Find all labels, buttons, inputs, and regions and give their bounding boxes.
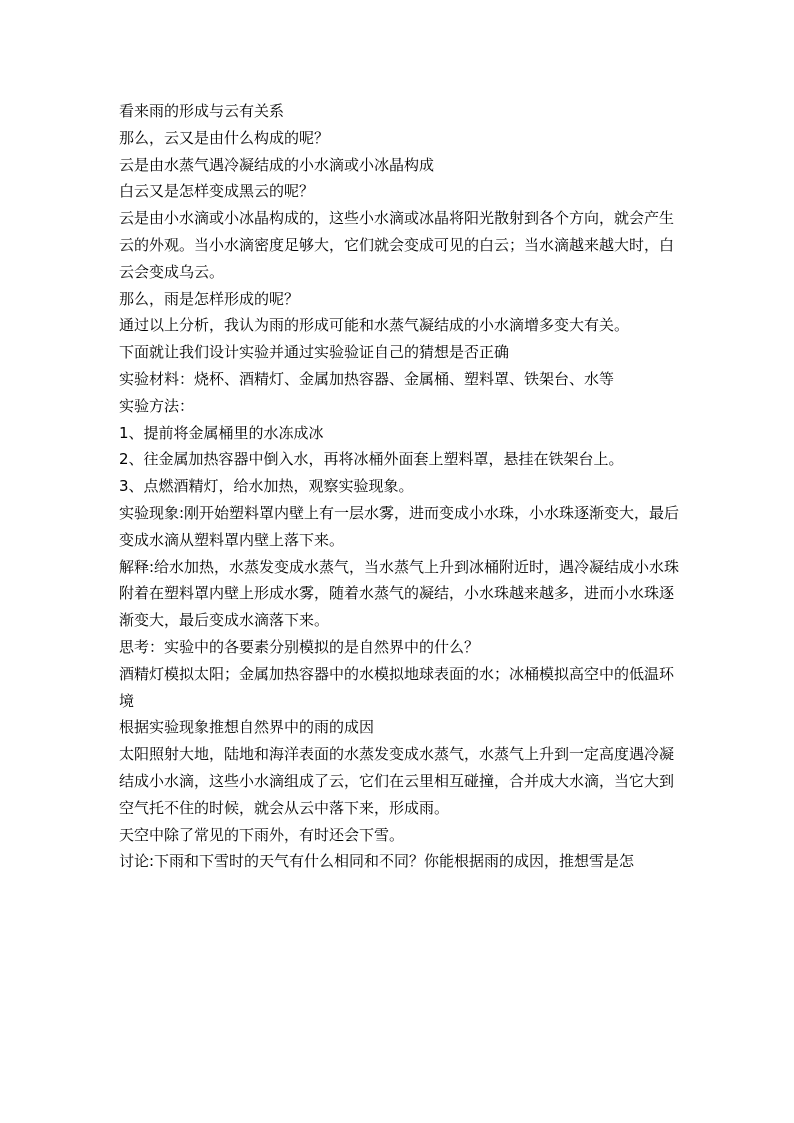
paragraph-simulation-mapping: 酒精灯模拟太阳；金属加热容器中的水模拟地球表面的水；冰桶模拟高空中的低温环境 xyxy=(119,664,675,710)
paragraph-cloud-composition-answer: 云是由水蒸气遇冷凝结成的小水滴或小冰晶构成 xyxy=(119,155,435,174)
paragraph-thinking-question: 思考：实验中的各要素分别模拟的是自然界中的什么？ xyxy=(119,637,480,656)
paragraph-experiment-method-heading: 实验方法： xyxy=(119,396,195,415)
paragraph-discussion: 讨论:下雨和下雪时的天气有什么相同和不同？你能根据雨的成因，推想雪是怎 xyxy=(119,852,635,871)
paragraph-natural-rain-cause: 太阳照射大地，陆地和海洋表面的水蒸发变成水蒸气，水蒸气上升到一定高度遇冷凝结成小水滴，这些小水滴组成了云，它们在云里相互碰撞，合并成大水滴，当它大到空气托不住的时候，就会从云中落下来，形成雨。 xyxy=(119,745,675,817)
document-body xyxy=(119,98,685,875)
paragraph-method-step-2: 2、往金属加热容器中倒入水，再将冰桶外面套上塑料罩，悬挂在铁架台上。 xyxy=(119,450,624,469)
paragraph-experiment-materials: 实验材料：烧杯、酒精灯、金属加热容器、金属桶、塑料罩、铁架台、水等 xyxy=(119,369,615,388)
paragraph-white-to-dark-cloud-question: 白云又是怎样变成黑云的呢？ xyxy=(119,182,315,201)
paragraph-cloud-composition-question: 那么，云又是由什么构成的呢？ xyxy=(119,128,330,147)
paragraph-method-step-3: 3、点燃酒精灯，给水加热，观察实验现象。 xyxy=(119,477,414,496)
paragraph-hypothesis: 通过以上分析，我认为雨的形成可能和水蒸气凝结成的小水滴增多变大有关。 xyxy=(119,316,630,335)
paragraph-snow-intro: 天空中除了常见的下雨外，有时还会下雪。 xyxy=(119,825,405,844)
paragraph-cloud-appearance-explanation: 云是由小水滴或小冰晶构成的，这些小水滴或冰晶将阳光散射到各个方向，就会产生云的外观。当小水滴密度足够大，它们就会变成可见的白云；当水滴越来越大时，白云会变成乌云。 xyxy=(119,209,675,281)
paragraph-method-step-1: 1、提前将金属桶里的水冻成冰 xyxy=(119,423,324,442)
paragraph-rain-cloud-relation: 看来雨的形成与云有关系 xyxy=(119,102,285,120)
paragraph-rain-formation-question: 那么，雨是怎样形成的呢？ xyxy=(119,289,300,308)
paragraph-experiment-intro: 下面就让我们设计实验并通过实验验证自己的猜想是否正确 xyxy=(119,343,510,362)
paragraph-natural-rain-cause-heading: 根据实验现象推想自然界中的雨的成因 xyxy=(119,718,375,737)
paragraph-explanation: 解释:给水加热，水蒸发变成水蒸气，当水蒸气上升到冰桶附近时，遇冷凝结成小水珠附着在塑料罩内壁上形成水雾，随着水蒸气的凝结，小水珠越来越多，进而小水珠逐渐变大，最后变成水滴落下来。 xyxy=(119,557,680,630)
paragraph-experiment-phenomenon: 实验现象:刚开始塑料罩内壁上有一层水雾，进而变成小水珠，小水珠逐渐变大，最后变成水滴从塑料罩内壁上落下来。 xyxy=(119,503,680,549)
